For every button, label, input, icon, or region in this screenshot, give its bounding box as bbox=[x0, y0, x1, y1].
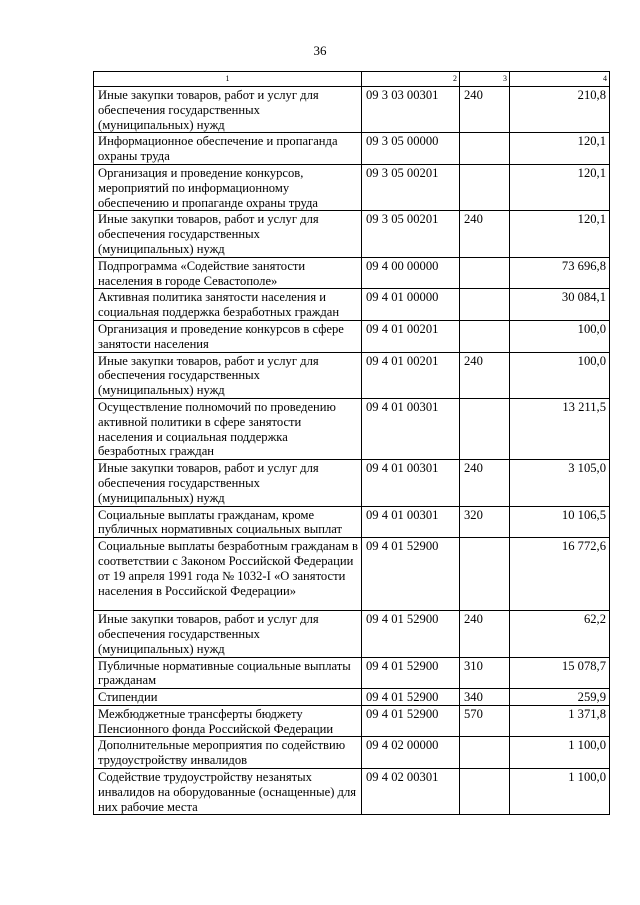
table-row bbox=[94, 611, 610, 657]
row-type-cell: 240 bbox=[460, 611, 510, 657]
table-row bbox=[94, 769, 610, 815]
row-name-cell: Стипендии bbox=[94, 689, 362, 706]
row-amount-cell: 1 371,8 bbox=[510, 705, 610, 737]
table-row bbox=[94, 133, 610, 165]
row-type-cell bbox=[460, 398, 510, 459]
row-code-cell: 09 4 01 52900 bbox=[362, 611, 460, 657]
table-row bbox=[94, 506, 610, 538]
row-amount-cell: 13 211,5 bbox=[510, 398, 610, 459]
row-amount-cell: 1 100,0 bbox=[510, 737, 610, 769]
row-name-cell: Межбюджетные трансферты бюджету Пенсионного фонда Российской Федерации bbox=[94, 705, 362, 737]
table-row bbox=[94, 705, 610, 737]
row-name-cell: Подпрограмма «Содействие занятости населения в городе Севастополе» bbox=[94, 257, 362, 289]
budget-table bbox=[93, 71, 610, 815]
row-amount-cell: 100,0 bbox=[510, 320, 610, 352]
table-row bbox=[94, 460, 610, 506]
page-number: 36 bbox=[313, 43, 327, 58]
row-code-cell: 09 3 05 00201 bbox=[362, 211, 460, 257]
row-code-cell: 09 4 00 00000 bbox=[362, 257, 460, 289]
row-amount-cell: 210,8 bbox=[510, 87, 610, 133]
table-header-row bbox=[94, 72, 610, 87]
row-name-cell: Организация и проведение конкурсов в сфере занятости населения bbox=[94, 320, 362, 352]
row-name-cell: Социальные выплаты гражданам, кроме публичных нормативных социальных выплат bbox=[94, 506, 362, 538]
table-row bbox=[94, 657, 610, 689]
row-amount-cell: 120,1 bbox=[510, 164, 610, 210]
table-row bbox=[94, 257, 610, 289]
row-amount-cell: 16 772,6 bbox=[510, 538, 610, 611]
row-type-cell: 240 bbox=[460, 352, 510, 398]
row-name-cell: Публичные нормативные социальные выплаты гражданам bbox=[94, 657, 362, 689]
row-type-cell: 240 bbox=[460, 87, 510, 133]
row-code-cell: 09 4 01 00301 bbox=[362, 398, 460, 459]
row-type-cell bbox=[460, 769, 510, 815]
row-amount-cell: 259,9 bbox=[510, 689, 610, 706]
row-type-cell: 570 bbox=[460, 705, 510, 737]
row-amount-cell: 100,0 bbox=[510, 352, 610, 398]
table-row bbox=[94, 164, 610, 210]
row-type-cell: 310 bbox=[460, 657, 510, 689]
row-type-cell bbox=[460, 257, 510, 289]
column-header: 1 bbox=[94, 72, 362, 87]
row-name-cell: Иные закупки товаров, работ и услуг для обеспечения государственных (муниципальных) нужд bbox=[94, 87, 362, 133]
row-type-cell bbox=[460, 133, 510, 165]
row-amount-cell: 120,1 bbox=[510, 133, 610, 165]
row-amount-cell: 15 078,7 bbox=[510, 657, 610, 689]
row-amount-cell: 30 084,1 bbox=[510, 289, 610, 321]
row-code-cell: 09 4 01 00000 bbox=[362, 289, 460, 321]
row-name-cell: Социальные выплаты безработным гражданам в соответствии с Законом Российской Федерации от 19 апреля 1991 года № 1032-I «О занятости населения в Российской Федерации» bbox=[94, 538, 362, 611]
row-code-cell: 09 3 03 00301 bbox=[362, 87, 460, 133]
row-amount-cell: 120,1 bbox=[510, 211, 610, 257]
table-row bbox=[94, 289, 610, 321]
row-name-cell: Содействие трудоустройству незанятых инвалидов на оборудованные (оснащенные) для них рабочие места bbox=[94, 769, 362, 815]
column-header: 4 bbox=[510, 72, 610, 87]
row-type-cell bbox=[460, 320, 510, 352]
table-row bbox=[94, 352, 610, 398]
row-name-cell: Иные закупки товаров, работ и услуг для обеспечения государственных (муниципальных) нужд bbox=[94, 211, 362, 257]
row-name-cell: Информационное обеспечение и пропаганда охраны труда bbox=[94, 133, 362, 165]
row-code-cell: 09 4 01 52900 bbox=[362, 538, 460, 611]
row-name-cell: Организация и проведение конкурсов, мероприятий по информационному обеспечению и пропаганде охраны труда bbox=[94, 164, 362, 210]
row-name-cell: Осуществление полномочий по проведению активной политики в сфере занятости населения и социальная поддержка безработных граждан bbox=[94, 398, 362, 459]
row-type-cell bbox=[460, 737, 510, 769]
row-code-cell: 09 4 01 00201 bbox=[362, 320, 460, 352]
row-type-cell: 240 bbox=[460, 211, 510, 257]
table-row bbox=[94, 538, 610, 611]
row-name-cell: Активная политика занятости населения и социальная поддержка безработных граждан bbox=[94, 289, 362, 321]
row-type-cell bbox=[460, 164, 510, 210]
table-row bbox=[94, 211, 610, 257]
row-type-cell bbox=[460, 538, 510, 611]
row-code-cell: 09 4 01 52900 bbox=[362, 689, 460, 706]
row-name-cell: Иные закупки товаров, работ и услуг для обеспечения государственных (муниципальных) нужд bbox=[94, 611, 362, 657]
row-amount-cell: 62,2 bbox=[510, 611, 610, 657]
row-amount-cell: 1 100,0 bbox=[510, 769, 610, 815]
column-header: 3 bbox=[460, 72, 510, 87]
row-type-cell bbox=[460, 289, 510, 321]
table-row bbox=[94, 87, 610, 133]
row-code-cell: 09 4 01 52900 bbox=[362, 705, 460, 737]
row-code-cell: 09 4 02 00000 bbox=[362, 737, 460, 769]
row-amount-cell: 73 696,8 bbox=[510, 257, 610, 289]
row-type-cell: 320 bbox=[460, 506, 510, 538]
column-header: 2 bbox=[362, 72, 460, 87]
row-code-cell: 09 4 01 00201 bbox=[362, 352, 460, 398]
row-code-cell: 09 4 01 52900 bbox=[362, 657, 460, 689]
row-code-cell: 09 3 05 00000 bbox=[362, 133, 460, 165]
table-row bbox=[94, 398, 610, 459]
table-row bbox=[94, 320, 610, 352]
row-code-cell: 09 4 02 00301 bbox=[362, 769, 460, 815]
row-name-cell: Иные закупки товаров, работ и услуг для обеспечения государственных (муниципальных) нужд bbox=[94, 352, 362, 398]
row-type-cell: 240 bbox=[460, 460, 510, 506]
row-name-cell: Дополнительные мероприятия по содействию трудоустройству инвалидов bbox=[94, 737, 362, 769]
table-row bbox=[94, 689, 610, 706]
row-amount-cell: 10 106,5 bbox=[510, 506, 610, 538]
table-row bbox=[94, 737, 610, 769]
row-amount-cell: 3 105,0 bbox=[510, 460, 610, 506]
row-code-cell: 09 4 01 00301 bbox=[362, 460, 460, 506]
row-name-cell: Иные закупки товаров, работ и услуг для обеспечения государственных (муниципальных) нужд bbox=[94, 460, 362, 506]
row-code-cell: 09 3 05 00201 bbox=[362, 164, 460, 210]
row-type-cell: 340 bbox=[460, 689, 510, 706]
row-code-cell: 09 4 01 00301 bbox=[362, 506, 460, 538]
